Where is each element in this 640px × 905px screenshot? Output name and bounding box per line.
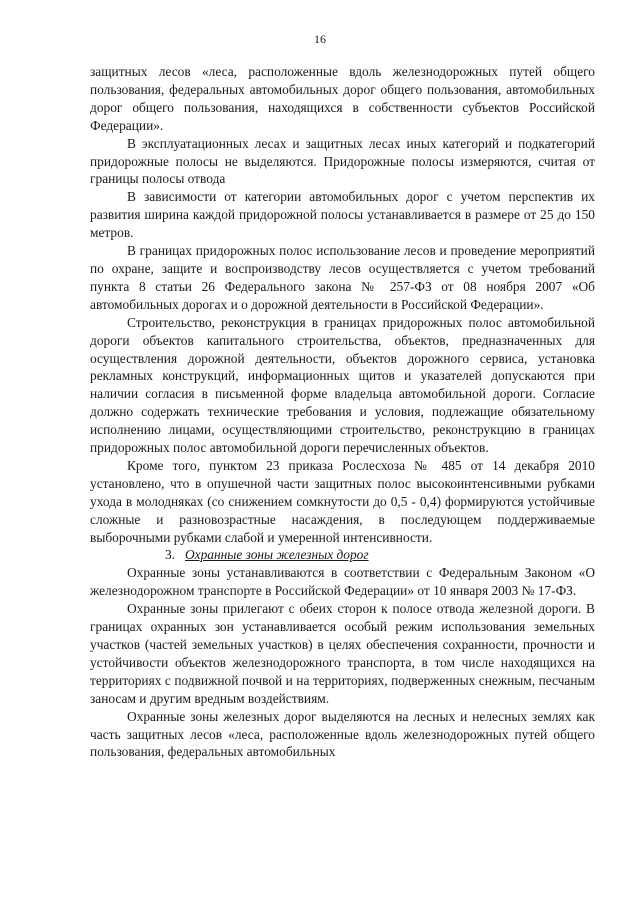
section-number: 3.	[165, 547, 176, 563]
paragraph: защитных лесов «леса, расположенные вдоль железнодорожных путей общего пользования, федеральных автомобильных дорог общего пользования, автомобильных дорог общего пользования, находящихся в собственности субъектов Российской Федерации».	[90, 64, 595, 133]
page-number: 16	[314, 32, 326, 46]
section-heading	[90, 546, 595, 564]
document-body	[90, 63, 595, 761]
paragraph: Охранные зоны прилегают с обеих сторон к полосе отвода железной дороги. В границах охранных зон устанавливается особый режим использования земельных участков (частей земельных участков) в целях обеспечения сохранности, прочности и устойчивости объектов железнодорожного транспорта, в том числе находящихся на территориях с подвижной почвой и на территориях, подверженных снежным, песчаным заносам и другим вредным воздействиям.	[90, 601, 595, 706]
paragraph: Строительство, реконструкция в границах придорожных полос автомобильной дороги объектов капитального строительства, объектов, предназначенных для осуществления дорожной деятельности, объектов дорожного сервиса, установка рекламных конструкций, информационных щитов и указателей допускаются при наличии согласия в письменной форме владельца автомобильной дороги. Согласие должно содержать технические требования и условия, подлежащие обязательному исполнению лицами, осуществляющими строительство, реконструкцию в границах придорожных полос автомобильной дороги перечисленных объектов.	[90, 314, 595, 456]
paragraph: В эксплуатационных лесах и защитных лесах иных категорий и подкатегорий придорожные полосы не выделяются. Придорожные полосы измеряются, считая от границы полосы отвода	[90, 135, 595, 187]
section-title: Охранные зоны железных дорог	[185, 547, 369, 563]
paragraph: В зависимости от категории автомобильных дорог с учетом перспектив их развития ширина каждой придорожной полосы устанавливается в размере от 25 до 150 метров.	[90, 189, 595, 241]
paragraph: Охранные зоны железных дорог выделяются на лесных и нелесных землях как часть защитных лесов «леса, расположенные вдоль железнодорожных путей общего пользования, федеральных автомобильных	[90, 708, 595, 760]
paragraph: Кроме того, пунктом 23 приказа Рослесхоза № 485 от 14 декабря 2010 установлено, что в опушечной части защитных полос высокоинтенсивными рубками ухода в молодняках (со снижением сомкнутости до 0,5 - 0,4) формируются устойчивые сложные и разновозрастные насаждения, в последующем поддерживаемые выборочными рубками слабой и умеренной интенсивности.	[90, 457, 595, 545]
paragraph: Охранные зоны устанавливаются в соответствии с Федеральным Законом «О железнодорожном транспорте в Российской Федерации» от 10 января 2003 № 17-ФЗ.	[90, 565, 595, 599]
paragraph: В границах придорожных полос использование лесов и проведение мероприятий по охране, защите и воспроизводству лесов осуществляется с учетом требований пункта 8 статьи 26 Федерального закона № 257-ФЗ от 08 ноября 2007 «Об автомобильных дорогах и о дорожной деятельности в Российской Федерации».	[90, 243, 595, 312]
